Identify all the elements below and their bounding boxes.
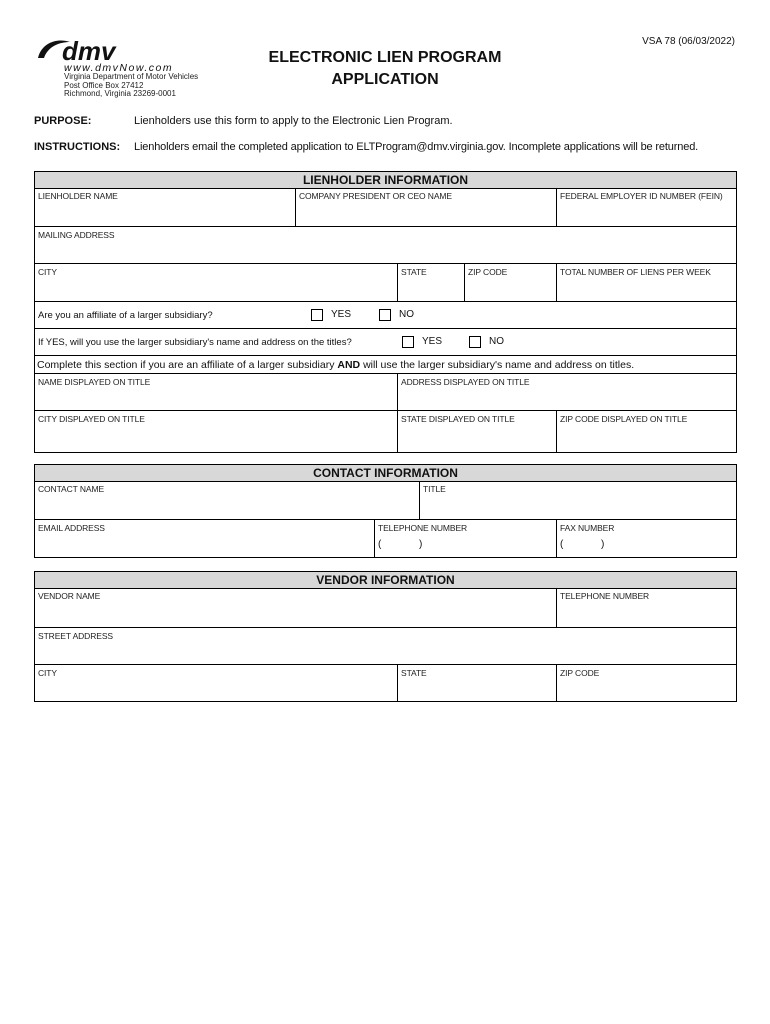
no-label: NO	[399, 309, 414, 320]
use-subsidiary-yes-checkbox[interactable]	[402, 336, 414, 348]
field-label: COMPANY PRESIDENT OR CEO NAME	[299, 191, 452, 201]
vendor-street-field[interactable]	[35, 627, 737, 664]
complete-note	[37, 359, 634, 371]
field-label: ADDRESS DISPLAYED ON TITLE	[401, 377, 530, 387]
field-label: TELEPHONE NUMBER	[560, 591, 650, 601]
yes-label: YES	[422, 336, 443, 347]
field-label: EMAIL ADDRESS	[38, 523, 105, 533]
affiliate-question-row	[35, 301, 737, 328]
field-label: ZIP CODE	[468, 267, 508, 277]
president-name-field[interactable]	[295, 188, 556, 226]
city-field[interactable]	[35, 263, 397, 301]
lienholder-name-field[interactable]	[35, 188, 295, 226]
lienholder-section	[34, 171, 737, 453]
field-label: FEDERAL EMPLOYER ID NUMBER (FEIN)	[560, 191, 723, 201]
vendor-heading: VENDOR INFORMATION	[35, 572, 736, 589]
lienholder-heading: LIENHOLDER INFORMATION	[35, 172, 736, 189]
form-number: VSA 78 (06/03/2022)	[642, 36, 735, 47]
complete-note-and: AND	[337, 359, 361, 371]
field-label: FAX NUMBER	[560, 523, 615, 533]
instructions-text: Lienholders email the completed application to ELTProgram@dmv.virginia.gov. Incomplete applications will be returned.	[134, 141, 699, 153]
liens-per-week-field[interactable]	[556, 263, 737, 301]
field-label: ZIP CODE	[560, 668, 600, 678]
form-title-line2: APPLICATION	[331, 71, 439, 88]
field-label: TOTAL NUMBER OF LIENS PER WEEK	[560, 267, 711, 277]
agency-address	[64, 73, 198, 99]
fax-field[interactable]	[556, 519, 737, 558]
state-field[interactable]	[397, 263, 464, 301]
affiliate-no-checkbox[interactable]	[379, 309, 391, 321]
complete-note-row	[35, 355, 737, 373]
fein-field[interactable]	[556, 188, 737, 226]
agency-line: Virginia Department of Motor Vehicles	[64, 72, 199, 81]
field-label: MAILING ADDRESS	[38, 230, 115, 240]
agency-line: Post Office Box 27412	[64, 80, 144, 90]
vendor-telephone-field[interactable]	[556, 588, 737, 627]
field-label: VENDOR NAME	[38, 591, 101, 601]
mailing-address-field[interactable]	[35, 226, 737, 263]
use-subsidiary-question-row	[35, 328, 737, 355]
zip-field[interactable]	[464, 263, 556, 301]
name-on-title-field[interactable]	[35, 373, 397, 410]
field-label: LIENHOLDER NAME	[38, 191, 118, 201]
logo-text: dmv	[62, 36, 116, 66]
vendor-state-field[interactable]	[397, 664, 556, 702]
city-on-title-field[interactable]	[35, 410, 397, 453]
use-subsidiary-no-checkbox[interactable]	[469, 336, 481, 348]
field-label: ZIP CODE DISPLAYED ON TITLE	[560, 414, 688, 424]
no-label: NO	[489, 336, 504, 347]
dmv-logo	[36, 36, 246, 102]
field-label: TELEPHONE NUMBER	[378, 523, 468, 533]
agency-line: Richmond, Virginia 23269-0001	[64, 89, 176, 98]
field-label: NAME DISPLAYED ON TITLE	[38, 377, 151, 387]
area-code-open: (	[378, 539, 382, 550]
affiliate-yes-checkbox[interactable]	[311, 309, 323, 321]
area-code-close: )	[419, 539, 423, 550]
contact-name-field[interactable]	[35, 481, 419, 519]
contact-title-field[interactable]	[419, 481, 737, 519]
instructions-label: INSTRUCTIONS:	[34, 141, 121, 153]
field-label: STATE	[401, 267, 427, 277]
area-code-close: )	[601, 539, 605, 550]
vendor-section	[34, 571, 737, 702]
field-label: STATE DISPLAYED ON TITLE	[401, 414, 515, 424]
field-label: CITY	[38, 267, 57, 277]
affiliate-question: Are you an affiliate of a larger subsidiary?	[38, 310, 213, 321]
purpose-text: Lienholders use this form to apply to the Electronic Lien Program.	[134, 115, 453, 127]
zip-on-title-field[interactable]	[556, 410, 737, 453]
contact-telephone-field[interactable]	[374, 519, 556, 558]
complete-note-text: Complete this section if you are an affiliate of a larger subsidiary	[37, 359, 335, 371]
use-subsidiary-question: If YES, will you use the larger subsidiary's name and address on the titles?	[38, 337, 352, 348]
area-code-open: (	[560, 539, 564, 550]
complete-note-text-2: will use the larger subsidiary's name and address on titles.	[363, 359, 635, 371]
vendor-name-field[interactable]	[35, 588, 556, 627]
address-on-title-field[interactable]	[397, 373, 737, 410]
field-label: CITY	[38, 668, 57, 678]
dmv-swoosh-icon	[36, 36, 246, 72]
contact-heading: CONTACT INFORMATION	[35, 465, 736, 482]
yes-label: YES	[331, 309, 352, 320]
form-title-line1: ELECTRONIC LIEN PROGRAM	[268, 49, 502, 66]
purpose-label: PURPOSE:	[34, 115, 92, 127]
logo-url: www.dmvNow.com	[64, 62, 174, 72]
contact-section	[34, 464, 737, 558]
vendor-city-field[interactable]	[35, 664, 397, 702]
field-label: STREET ADDRESS	[38, 631, 113, 641]
state-on-title-field[interactable]	[397, 410, 556, 453]
field-label: TITLE	[423, 484, 446, 494]
email-field[interactable]	[35, 519, 374, 558]
vendor-zip-field[interactable]	[556, 664, 737, 702]
field-label: CONTACT NAME	[38, 484, 105, 494]
form-title	[230, 47, 540, 91]
field-label: STATE	[401, 668, 427, 678]
field-label: CITY DISPLAYED ON TITLE	[38, 414, 145, 424]
